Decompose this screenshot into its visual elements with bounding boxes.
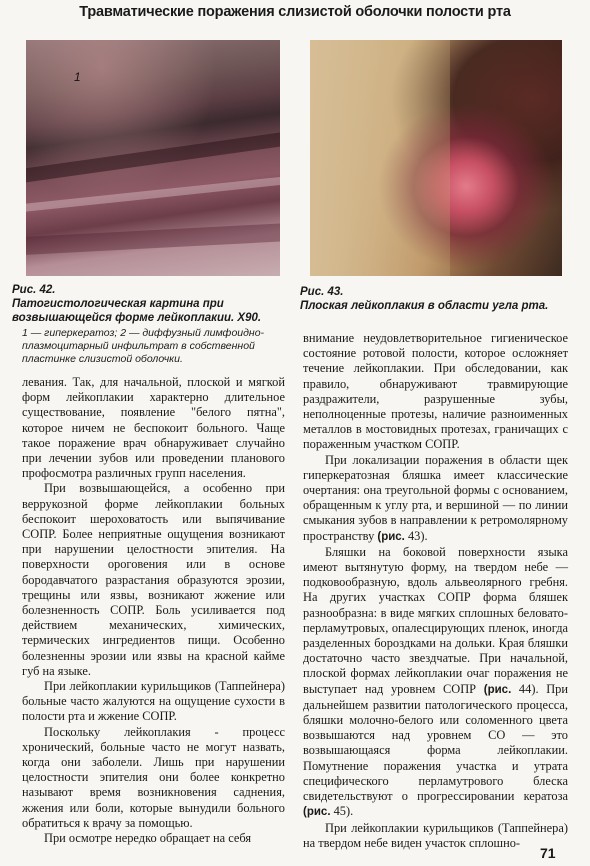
infiltrate-layer <box>26 223 280 256</box>
paragraph: левания. Так, для начальной, плоской и мягкой форм лейкоплакии характерно длительное существование, появление "белого пятна", которое ничем не беспокоит больного. Чаще такое поражение врач обнаруживает случайно при лечении зубов или проведении планового профосмотра различных групп населения. <box>22 375 285 481</box>
paragraph <box>303 545 568 821</box>
caption-label: Рис. 42. <box>12 284 56 296</box>
figure-42-caption <box>12 283 287 366</box>
paragraph: При возвышающейся, а особенно при веррукозной форме лейкоплакии больных беспокоит шероховатость или выпячивание СОПР. Более неприятные ощущения возникают при нарушении целостности эпителия. На поверхности ороговения или в основе бородавчатого разрастания образуются эрозии, трещины или язвы, возникают жжение или болезненность СОПР. Боль усиливается под действием механических, химических, термических ингредиентов пищи. Особенно болезненны эрозии или язвы на красной кайме губ на языке. <box>22 481 285 678</box>
figure-reference: (рис. <box>483 683 512 696</box>
paragraph <box>303 453 568 545</box>
paragraph-text: Бляшки на боковой поверхности языка имеют вытянутую форму, на твердом небе — подковообразную, вдоль альвеолярного гребня. На других участках СОПР форма бляшек разнообразна: в виде мягких сплошных беловато-перламутровых, опалесцирующих пленок, иногда разделенных бороздками на дольки. Края бляшки достаточно часто звездчатые. При начальной, плоской формах лейкоплакии очаг поражения не выступает над уровнем СОПР <box>303 544 568 696</box>
figure-43-mouth-photo <box>310 40 562 276</box>
caption-title: Патогистологическая картина при возвышающейся форме лейкоплакии. X90. <box>12 298 262 324</box>
paragraph-text: При локализации поражения в области щек гиперкератозная бляшка имеет классические очертания: она треугольной формы с основанием, обращенным к углу рта, и вершиной — по линии смыкания зубов в направлении к ретромолярному пространству <box>303 452 568 543</box>
paragraph: При осмотре нередко обращает на себя <box>44 831 252 846</box>
paragraph: внимание неудовлетворительное гигиеническое состояние ротовой полости, которое осложняет течение лейкоплакии. При обследовании, как правило, обнаруживают травмирующие раздражители, разрушенные зубы, неполноценные протезы, наличие разноименных металлов в мостовидных протезах, граничащих с пораженным участком СОПР. <box>303 331 568 452</box>
paragraph: Поскольку лейкоплакия - процесс хронический, больные часто не могут назвать, когда они заболели. Лишь при нарушении целостности эпителия они более конкретно называют время возникновения саднения, жжения или боли, которые вынудили больного обратиться к врачу за помощью. <box>22 724 285 830</box>
figure-reference: (рис. <box>377 530 405 543</box>
paragraph-text: 43). <box>404 528 428 543</box>
paragraph: При лейкоплакии курильщиков (Таппейнера) на твердом небе виден участок сплошно- <box>303 820 568 850</box>
epithelium-layer <box>26 131 280 184</box>
figure-42-histology-image <box>26 40 280 276</box>
figure-43-caption <box>300 285 570 313</box>
page-number: 71 <box>540 845 556 861</box>
basal-layer <box>26 175 280 212</box>
caption-note: 1 — гиперкератоз; 2 — диффузный лимфоидно-плазмоцитарный инфильтрат в собственной пластинке слизистой оболочки. <box>22 327 265 365</box>
figure-marker: 1 <box>74 70 81 84</box>
caption-title: Плоская лейкоплакия в области угла рта. <box>300 300 549 312</box>
figure-reference: (рис. <box>303 806 331 819</box>
right-text-column <box>303 331 568 851</box>
paragraph-text: 45). <box>330 804 354 819</box>
paragraph: При лейкоплакии курильщиков (Таппейнера) больные часто жалуются на ощущение сухости в полости рта и жжение СОПР. <box>22 679 285 724</box>
left-text-column <box>22 375 285 846</box>
caption-label: Рис. 43. <box>300 286 344 298</box>
page-header: Травматические поражения слизистой оболочки полости рта <box>79 4 511 20</box>
cheek-area <box>310 40 450 276</box>
paragraph-text: 44). При дальнейшем развитии патологического процесса, бляшки молочно-белого или соломенного цвета возвышаются над уровнем СО — это возвышающаяся форма лейкоплакии. Помутнение поражения участка и утрата специфического перламутрового блеска свидетельствуют о прогрессировании кератоза <box>303 681 568 804</box>
